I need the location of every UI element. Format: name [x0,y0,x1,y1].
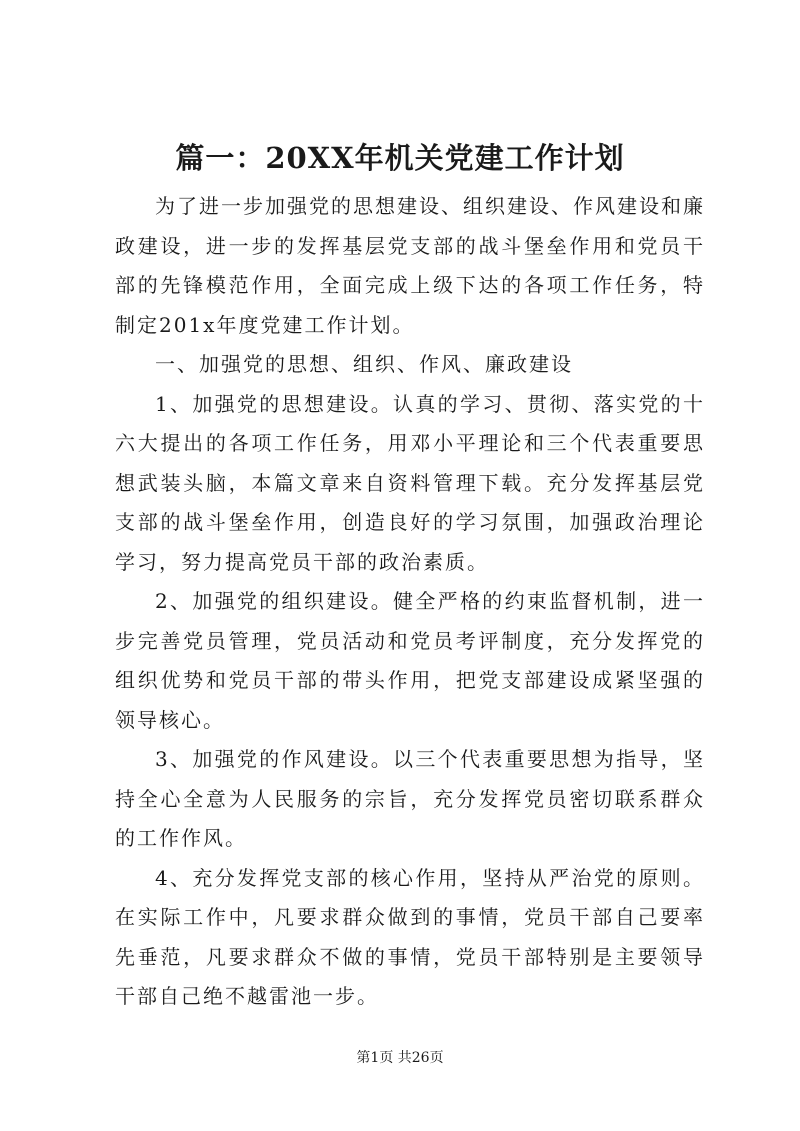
page-number-footer: 第1页 共26页 [356,1050,444,1066]
intro-paragraph: 为了进一步加强党的思想建设、组织建设、作风建设和廉政建设，进一步的发挥基层党支部的战斗堡垒作用和党员干部的先锋模范作用，全面完成上级下达的各项工作任务，特制定201x年度党建工作计划。 [115,194,705,337]
item-paragraph-4: 4、充分发挥党支部的核心作用，坚持从严治党的原则。在实际工作中，凡要求群众做到的事情，党员干部自己要率先垂范，凡要求群众不做的事情，党员干部特别是主要领导干部自己绝不越雷池一步。 [115,865,705,1008]
document-title: 篇一：20XX年机关党建工作计划 [175,141,625,175]
item-paragraph-3: 3、加强党的作风建设。以三个代表重要思想为指导，坚持全心全意为人民服务的宗旨，充分发挥党员密切联系群众的工作作风。 [115,747,705,850]
item-paragraph-2: 2、加强党的组织建设。健全严格的约束监督机制，进一步完善党员管理，党员活动和党员考评制度，充分发挥党的组织优势和党员干部的带头作用，把党支部建设成紧坚强的领导核心。 [115,589,705,732]
section-heading: 一、加强党的思想、组织、作风、廉政建设 [155,352,573,376]
item-paragraph-1: 1、加强党的思想建设。认真的学习、贯彻、落实党的十六大提出的各项工作任务，用邓小平理论和三个代表重要思想武装头脑，本篇文章来自资料管理下载。充分发挥基层党支部的战斗堡垒作用，创造良好的学习氛围，加强政治理论学习，努力提高党员干部的政治素质。 [115,391,705,574]
document-body [115,187,705,1017]
